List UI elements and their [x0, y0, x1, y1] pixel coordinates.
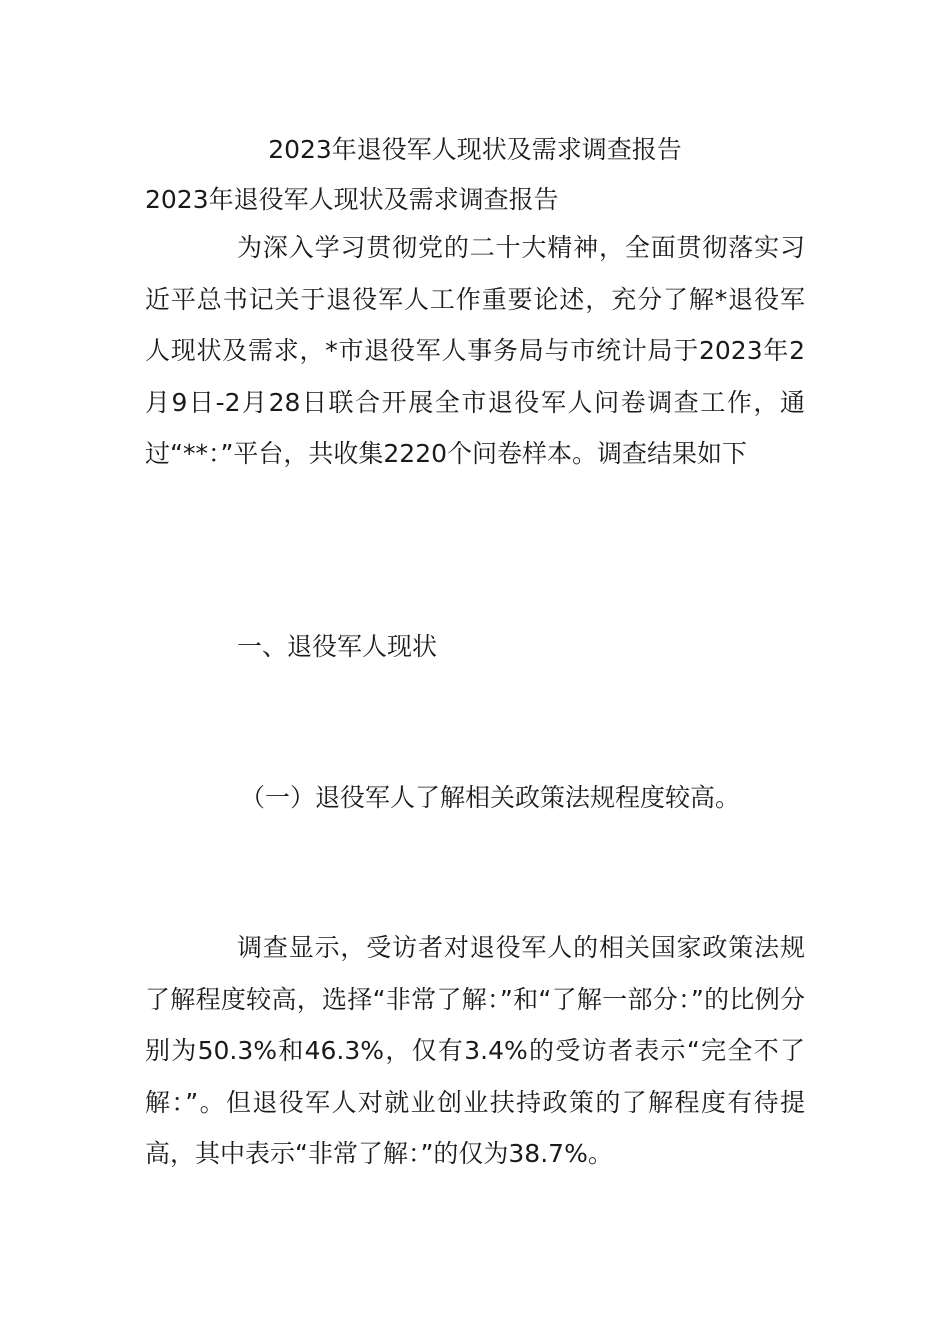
document-subtitle: 2023年退役军人现状及需求调查报告: [145, 185, 559, 214]
document-title: 2023年退役军人现状及需求调查报告: [268, 135, 682, 164]
section-heading: 一、退役军人现状: [237, 632, 438, 661]
intro-paragraph: 为深入学习贯彻党的二十大精神，全面贯彻落实习近平总书记关于退役军人工作重要论述，充分了解*退役军人现状及需求，*市退役军人事务局与市统计局于2023年2月9日-2月28日联合开展全市退役军人问卷调查工作，通过“**：”平台，共收集2220个问卷样本。调查结果如下: [145, 233, 805, 468]
findings-paragraph: 调查显示，受访者对退役军人的相关国家政策法规了解程度较高，选择“非常了解：”和“了解一部分：”的比例分别为50.3%和46.3%，仅有3.4%的受访者表示“完全不了解：”。但退役军人对就业创业扶持政策的了解程度有待提高，其中表示“非常了解：”的仅为38.7%。: [145, 933, 805, 1168]
subsection-heading: （一）退役军人了解相关政策法规程度较高。: [240, 783, 741, 812]
